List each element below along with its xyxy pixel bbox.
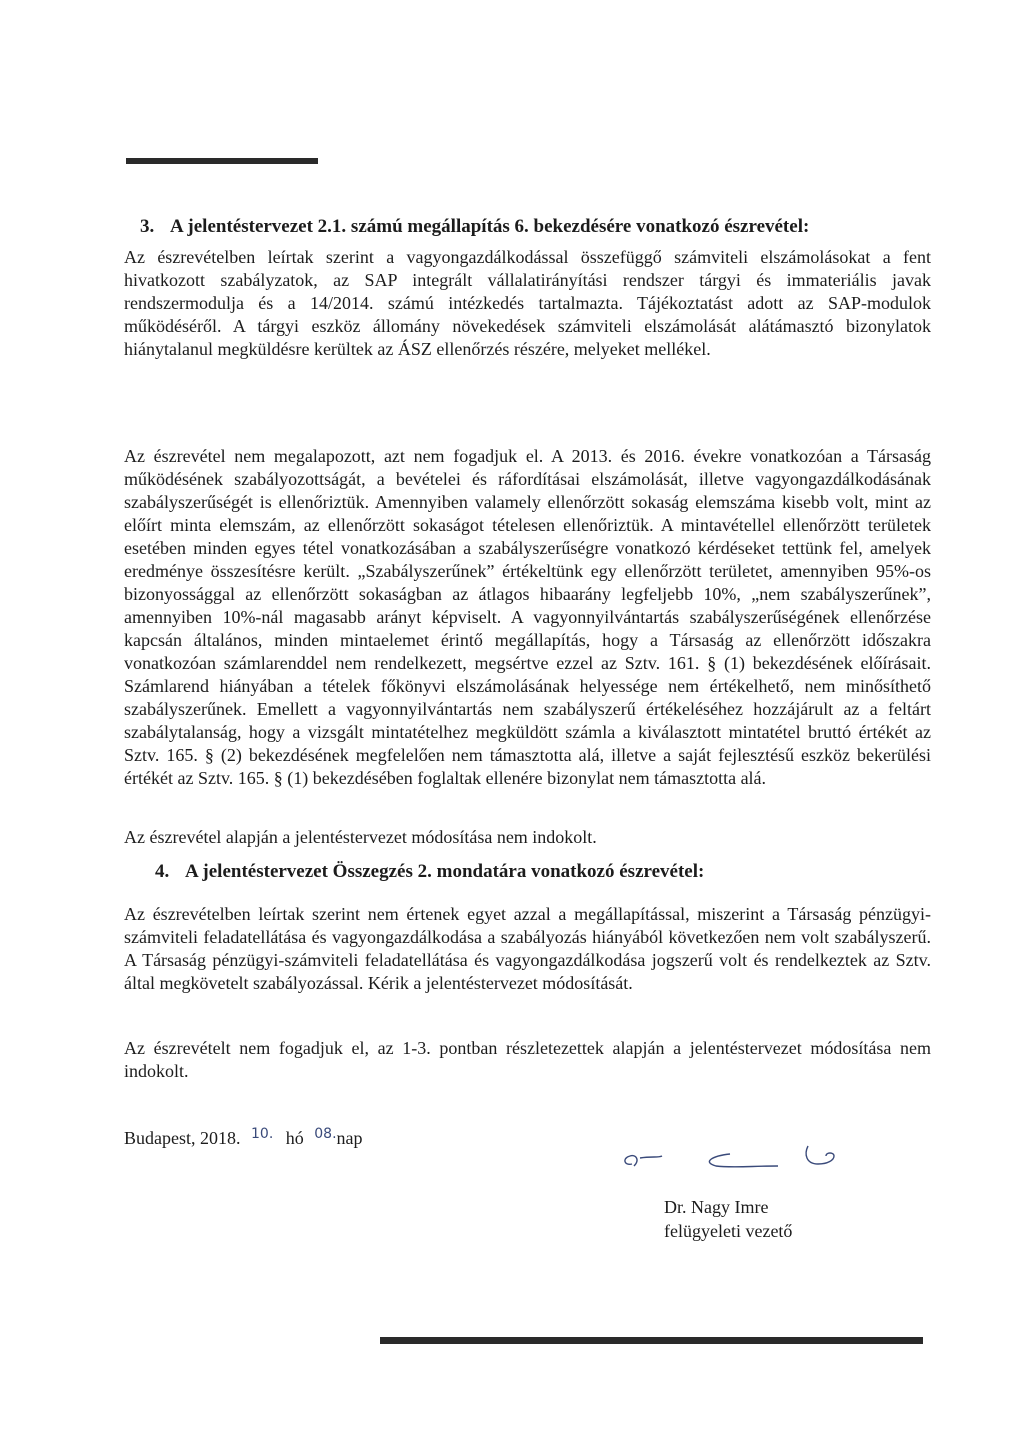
section-3-paragraph-2: Az észrevétel nem megalapozott, azt nem fogadjuk el. A 2013. és 2016. évekre vonatkozóan a Társaság működésének szabályozottságát, a bevételei és ráfordításai elszámolását, illetve vagyongazdálkodásának szabályszerűségét is ellenőriztük. Amennyiben valamely ellenőrzött sokaság elemszáma kisebb volt, mint az előírt minta elemszám, az ellenőrzött sokaságot tételesen ellenőriztük. A mintavétellel ellenőrzött területek esetében minden egyes tétel vonatkozásában a szabályszerűségre vonatkozó kérdéseket tettünk fel, amelyek eredménye összesítésre került. „Szabályszerűnek” értékeltünk egy ellenőrzött területet, amennyiben 95%-os bizonyossággal az ellenőrzött sokaságban az átlagos hibaarány legfeljebb 10%, „nem szabályszerűnek”, amennyiben 10%-nál magasabb arányt képviselt. A vagyonnyilvántartás szabályszerűségének ellenőrzése kapcsán általános, minden mintaelemet érintő megállapítás, hogy a Társaság az ellenőrzött időszakra vonatkozóan számlarenddel nem rendelkezett, megsértve ezzel az Sztv. 161. § (1) bekezdésének előírásait. Számlarend hiányában a tételek főkönyvi elszámolásának helyessége nem értékelhető, nem minősíthető szabályszerűnek. Emellett a vagyonnyilvántartás nem szabályszerű értékeléséhez hozzájárult az a feltárt szabálytalanság, hogy a vizsgált mintatételhez megküldött számla a kiválasztott mintatétel bruttó értékét az Sztv. 165. § (2) bekezdésének megfelelően nem támasztotta alá, illetve a saját fejlesztésű eszköz bekerülési értékét az Sztv. 165. § (1) bekezdésében foglaltak ellenére bizonylat nem támasztotta alá. [124,446,931,788]
section-4-paragraph-1: Az észrevételben leírtak szerint nem értenek egyet azzal a megállapítással, miszerint a Társaság pénzügyi-számviteli feladatellátása és vagyongazdálkodása a szabályozás hiányából következően nem volt szabályszerű. A Társaság pénzügyi-számviteli feladatellátása és vagyongazdálkodása jogszerű volt és rendelkeztek az Sztv. által megkövetelt szabályozással. Kérik a jelentéstervezet módosítását. [124,904,931,993]
dateline-day-label: nap [336,1128,363,1148]
dateline-place-year: Budapest, 2018. [124,1128,241,1148]
dateline-month-label: hó [285,1128,304,1148]
signer-block [664,1195,792,1243]
section-4-title: A jelentéstervezet Összegzés 2. mondatára vonatkozó észrevétel: [185,861,705,882]
section-4-paragraph-2: Az észrevételt nem fogadjuk el, az 1-3. pontban részletezettek alapján a jelentéstervezet módosítása nem indokolt. [124,1038,931,1081]
bottom-redaction-bar [380,1337,923,1344]
top-redaction-bar [126,158,318,164]
section-3-number: 3. [140,216,155,237]
section-4-number: 4. [155,861,170,882]
section-3-title: A jelentéstervezet 2.1. számú megállapítás 6. bekezdésére vonatkozó észrevétel: [170,216,810,237]
signature-image [612,1136,852,1176]
signer-name: Dr. Nagy Imre [664,1197,769,1217]
section-3-paragraph-3: Az észrevétel alapján a jelentéstervezet módosítása nem indokolt. [124,827,597,847]
section-4-heading [155,860,704,884]
handwritten-day: 08. [314,1126,337,1142]
section-3-paragraph-1: Az észrevételben leírtak szerint a vagyongazdálkodással összefüggő számviteli elszámolásokat a fent hivatkozott szabályzatok, az SAP integrált vállalatirányítási rendszer tárgyi és immateriális javak rendszermodulja és a 14/2014. számú intézkedés tartalmazta. Tájékoztatást adott az SAP-modulok működéséről. A tárgyi eszköz állomány növekedések számviteli elszámolását alátámasztó bizonylatok hiánytalanul megküldésre kerültek az ÁSZ ellenőrzés részére, melyeket mellékel. [124,247,931,359]
signer-title: felügyeleti vezető [664,1221,793,1241]
dateline [124,1126,363,1152]
handwritten-month: 10. [251,1126,274,1142]
section-3-heading [140,215,809,239]
